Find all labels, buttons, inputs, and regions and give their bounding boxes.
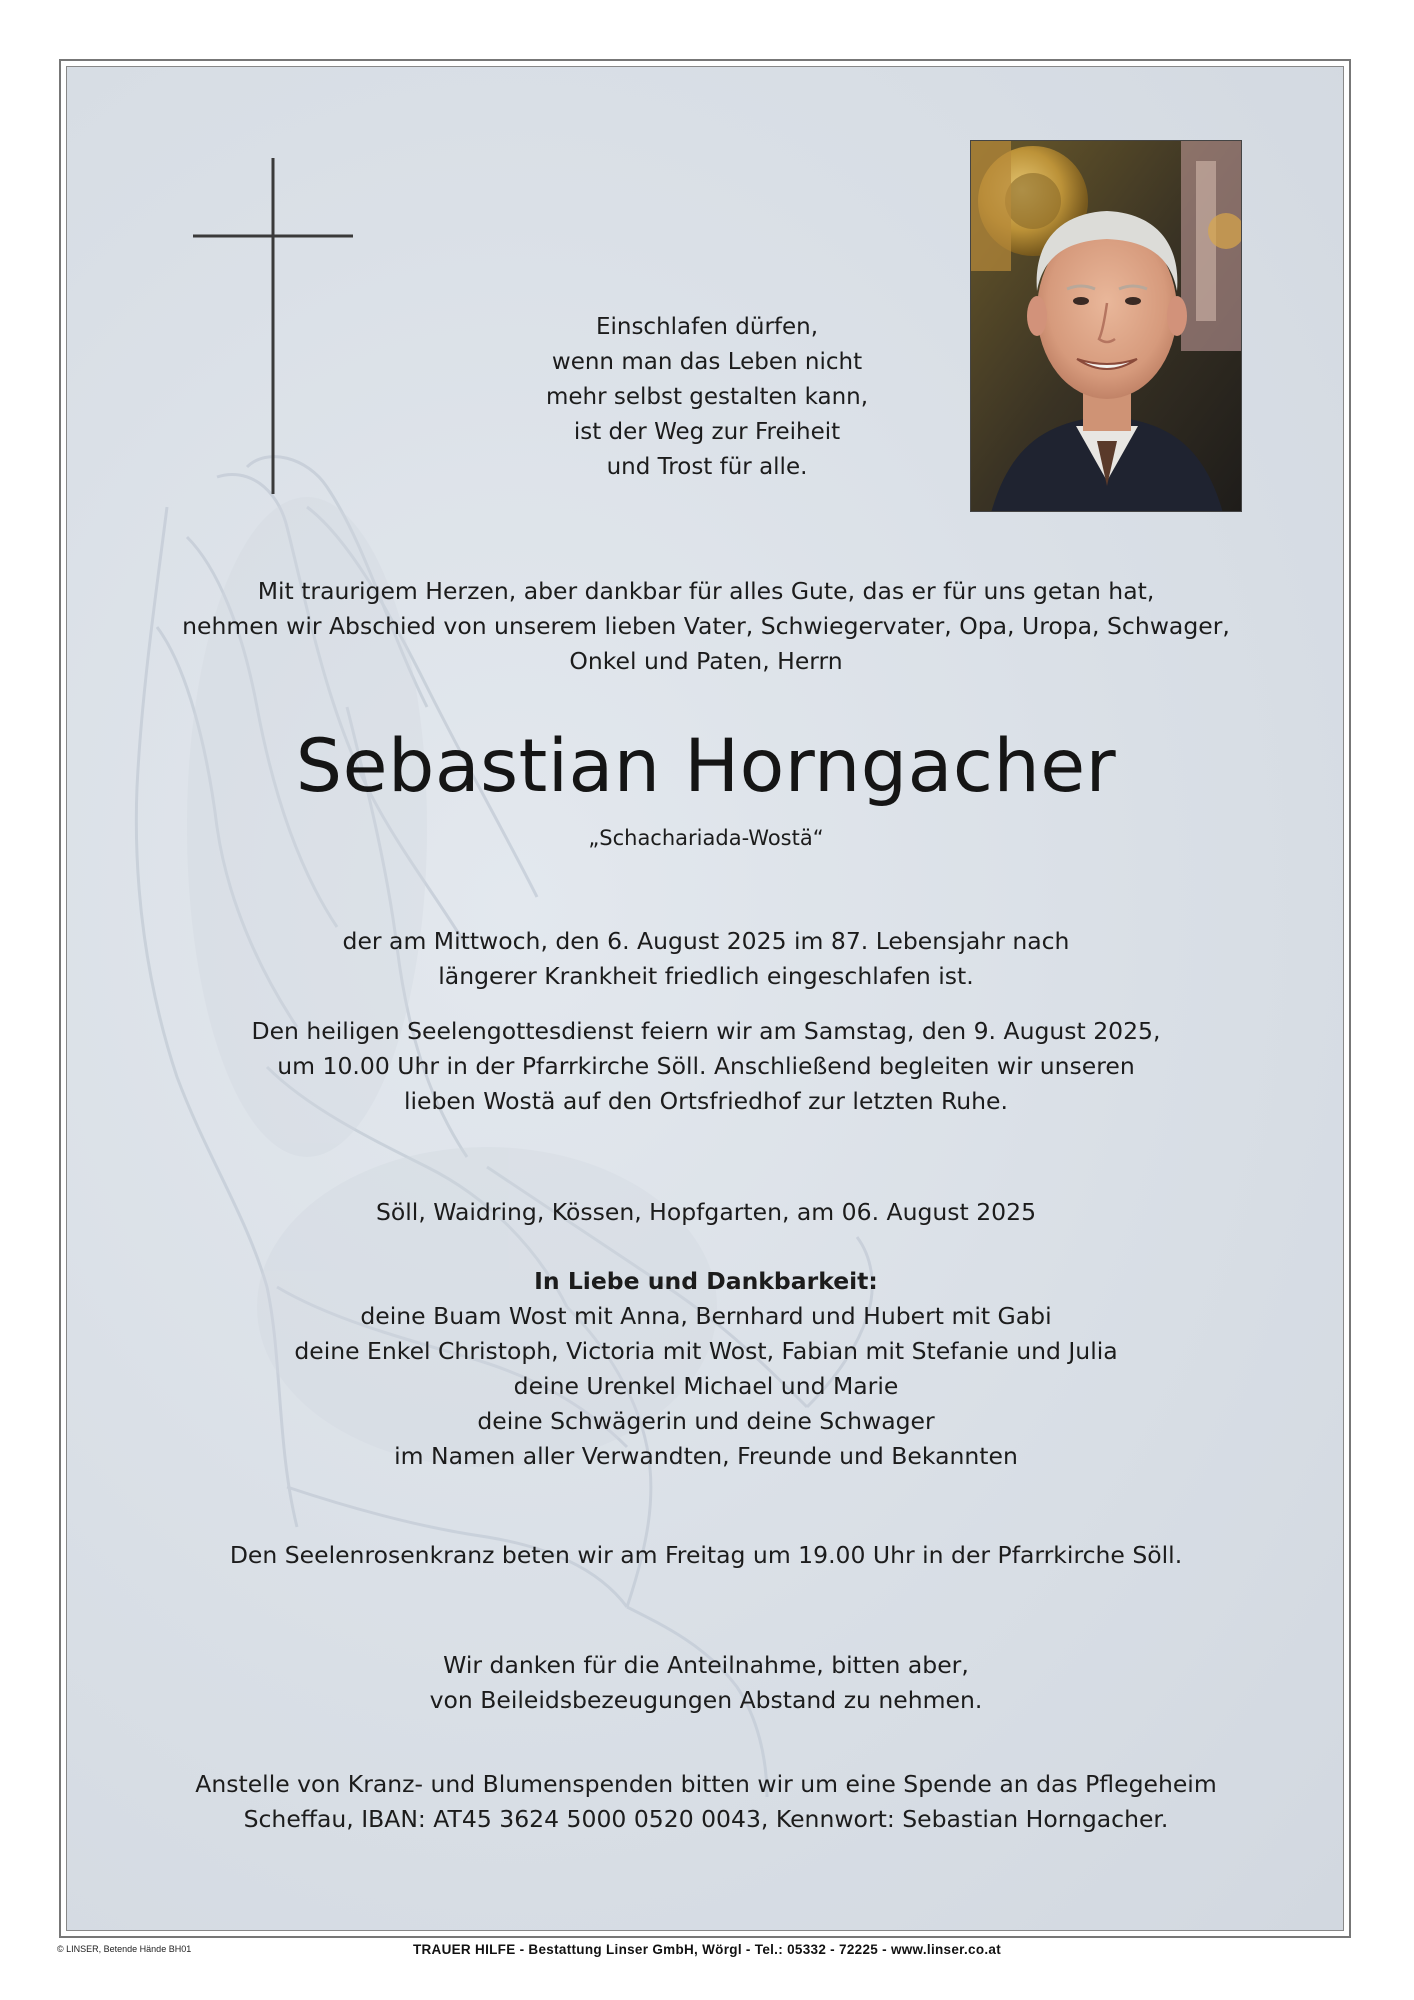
service-line: Den heiligen Seelengottesdienst feiern wir am Samstag, den 9. August 2025, <box>251 1017 1161 1045</box>
family-line: deine Schwägerin und deine Schwager <box>477 1407 935 1435</box>
cross-icon <box>67 67 367 517</box>
family-line: im Namen aller Verwandten, Freunde und Bekannten <box>394 1442 1018 1470</box>
death-line: längerer Krankheit friedlich eingeschlafen ist. <box>438 962 974 990</box>
death-notice <box>67 924 1344 994</box>
intro-line: Onkel und Paten, Herrn <box>569 647 843 675</box>
donation-line: Scheffau, IBAN: AT45 3624 5000 0520 0043, Kennwort: Sebastian Horngacher. <box>243 1805 1169 1833</box>
thanks-notice <box>67 1648 1344 1718</box>
thanks-line: von Beileidsbezeugungen Abstand zu nehmen. <box>429 1686 983 1714</box>
deceased-nickname: „Schachariada-Wostä“ <box>588 826 824 850</box>
family-heading: In Liebe und Dankbarkeit: <box>534 1267 878 1295</box>
quote-line: ist der Weg zur Freiheit <box>573 419 841 445</box>
death-line: der am Mittwoch, den 6. August 2025 im 87. Lebensjahr nach <box>342 927 1070 955</box>
footer-funeral-home: TRAUER HILFE - Bestattung Linser GmbH, Wörgl - Tel.: 05332 - 72225 - www.linser.co.at <box>412 1942 1002 1957</box>
obituary-card <box>66 66 1344 1931</box>
quote <box>387 310 1027 485</box>
service-line: lieben Wostä auf den Ortsfriedhof zur letzten Ruhe. <box>404 1087 1008 1115</box>
intro-text <box>67 574 1344 679</box>
intro-line: Mit traurigem Herzen, aber dankbar für alles Gute, das er für uns getan hat, <box>257 577 1155 605</box>
service-line: um 10.00 Uhr in der Pfarrkirche Söll. Anschließend begleiten wir unseren <box>277 1052 1135 1080</box>
place-date: Söll, Waidring, Kössen, Hopfgarten, am 06. August 2025 <box>375 1198 1037 1226</box>
copyright-note: © LINSER, Betende Hände BH01 <box>57 1944 192 1954</box>
family-list <box>67 1264 1344 1474</box>
deceased-name: Sebastian Horngacher <box>295 724 1117 809</box>
donation-line: Anstelle von Kranz- und Blumenspenden bitten wir um eine Spende an das Pflegeheim <box>195 1770 1217 1798</box>
quote-line: wenn man das Leben nicht <box>551 349 863 375</box>
family-line: deine Urenkel Michael und Marie <box>513 1372 899 1400</box>
family-line: deine Enkel Christoph, Victoria mit Wost, Fabian mit Stefanie und Julia <box>294 1337 1118 1365</box>
intro-line: nehmen wir Abschied von unserem lieben Vater, Schwiegervater, Opa, Uropa, Schwager, <box>182 612 1230 640</box>
quote-line: Einschlafen dürfen, <box>595 314 819 340</box>
funeral-service <box>67 1014 1344 1119</box>
donation-notice <box>67 1767 1344 1837</box>
quote-line: mehr selbst gestalten kann, <box>545 384 869 410</box>
family-line: deine Buam Wost mit Anna, Bernhard und Hubert mit Gabi <box>360 1302 1052 1330</box>
rosary-notice: Den Seelenrosenkranz beten wir am Freitag um 19.00 Uhr in der Pfarrkirche Söll. <box>229 1541 1183 1569</box>
thanks-line: Wir danken für die Anteilnahme, bitten aber, <box>443 1651 969 1679</box>
quote-line: und Trost für alle. <box>606 454 808 480</box>
